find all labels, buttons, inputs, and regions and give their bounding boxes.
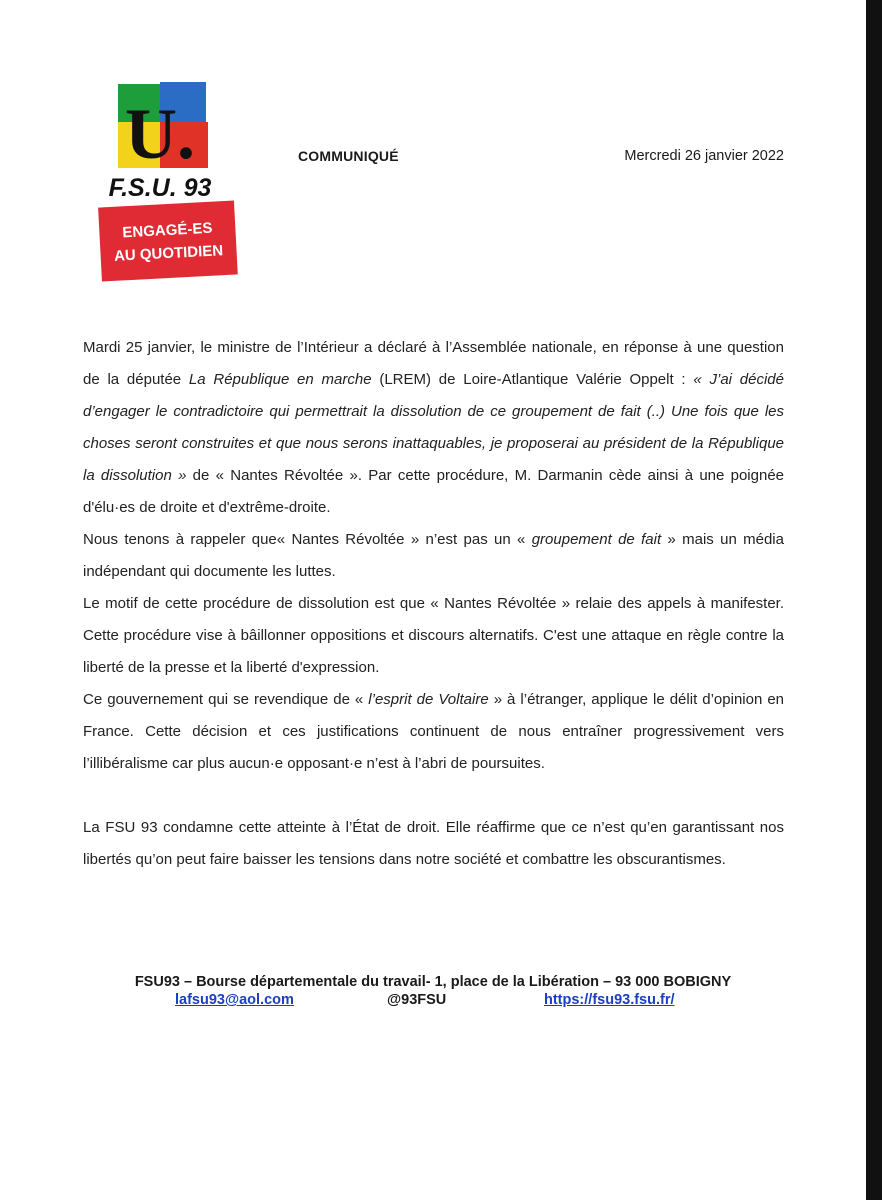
website-link[interactable]: https://fsu93.fsu.fr/: [544, 992, 675, 1008]
logo-slogan-line2: AU QUOTIDIEN: [113, 242, 224, 265]
footer-address: FSU93 – Bourse départementale du travail- 1, place de la Libération – 93 000 BOBIGNY: [134, 974, 732, 990]
paragraph-4: [83, 684, 784, 780]
footer: [0, 974, 866, 1016]
page-edge-strip: [866, 0, 882, 1200]
logo-banner: [98, 200, 238, 281]
paragraph-2: [83, 524, 784, 588]
logo-letter: U.: [125, 94, 195, 174]
paragraph-2-part-c: » mais un média indépendant qui documente les luttes.: [83, 531, 784, 580]
paragraph-2-emphasis: groupement de fait: [531, 531, 662, 548]
paragraph-1-part-e: de « Nantes Révoltée ». Par cette procédure, M. Darmanin cède ainsi à une poignée d'élu·es de droite et d'extrême-droite.: [83, 467, 784, 516]
paragraph-1-party-name: La République en marche: [188, 371, 372, 388]
logo-org-name: F.S.U. 93: [108, 174, 212, 202]
logo-slogan-line1: ENGAGÉ-ES: [122, 219, 213, 242]
paragraph-1-quote: « J’ai décidé d’engager le contradictoire qui permettrait la dissolution de ce groupement de fait (..) Une fois que les choses seront construites et que nous serons inattaquables, je proposerai au président de la République la dissolution »: [83, 371, 784, 484]
paragraph-5: La FSU 93 condamne cette atteinte à l’État de droit. Elle réaffirme que ce n’est qu’en garantissant nos libertés qu’on peut faire baisser les tensions dans notre société et combattre les obscurantismes.: [83, 819, 784, 868]
document-title: COMMUNIQUÉ: [298, 148, 399, 164]
paragraph-1-part-c: (LREM) de Loire-Atlantique Valérie Oppelt :: [371, 371, 694, 388]
footer-contact-links: [0, 992, 866, 1016]
paragraph-1-part-a: Mardi 25 janvier, le ministre de l’Intérieur a déclaré à l’Assemblée nationale, en réponse à une question de la députée: [83, 339, 784, 388]
communique-body: [83, 332, 784, 876]
twitter-handle: @93FSU: [387, 992, 447, 1008]
paragraph-2-part-a: Nous tenons à rappeler que« Nantes Révoltée » n’est pas un «: [83, 531, 532, 548]
paragraph-3: Le motif de cette procédure de dissolution est que « Nantes Révoltée » relaie des appels à manifester. Cette procédure vise à bâillonner oppositions et discours alternatifs. C'est une attaque en règle contre la liberté de la presse et la liberté d'expression.: [83, 595, 784, 676]
paragraph-4-part-c: » à l’étranger, applique le délit d’opinion en France. Cette décision et ces justifications continuent de nous entraîner progressivement vers l’illibéralisme car plus aucun·e opposant·e n’est à l’abri de poursuites.: [83, 691, 785, 772]
paragraph-1: [83, 332, 784, 524]
fsu93-logo-graphic: [94, 80, 244, 288]
fsu93-logo: [94, 80, 244, 288]
paragraph-4-emphasis: l’esprit de Voltaire: [368, 691, 489, 708]
document-date: Mercredi 26 janvier 2022: [624, 148, 784, 164]
email-link[interactable]: lafsu93@aol.com: [175, 992, 294, 1008]
paragraph-spacer: [83, 780, 784, 812]
paragraph-4-part-a: Ce gouvernement qui se revendique de «: [83, 691, 369, 708]
